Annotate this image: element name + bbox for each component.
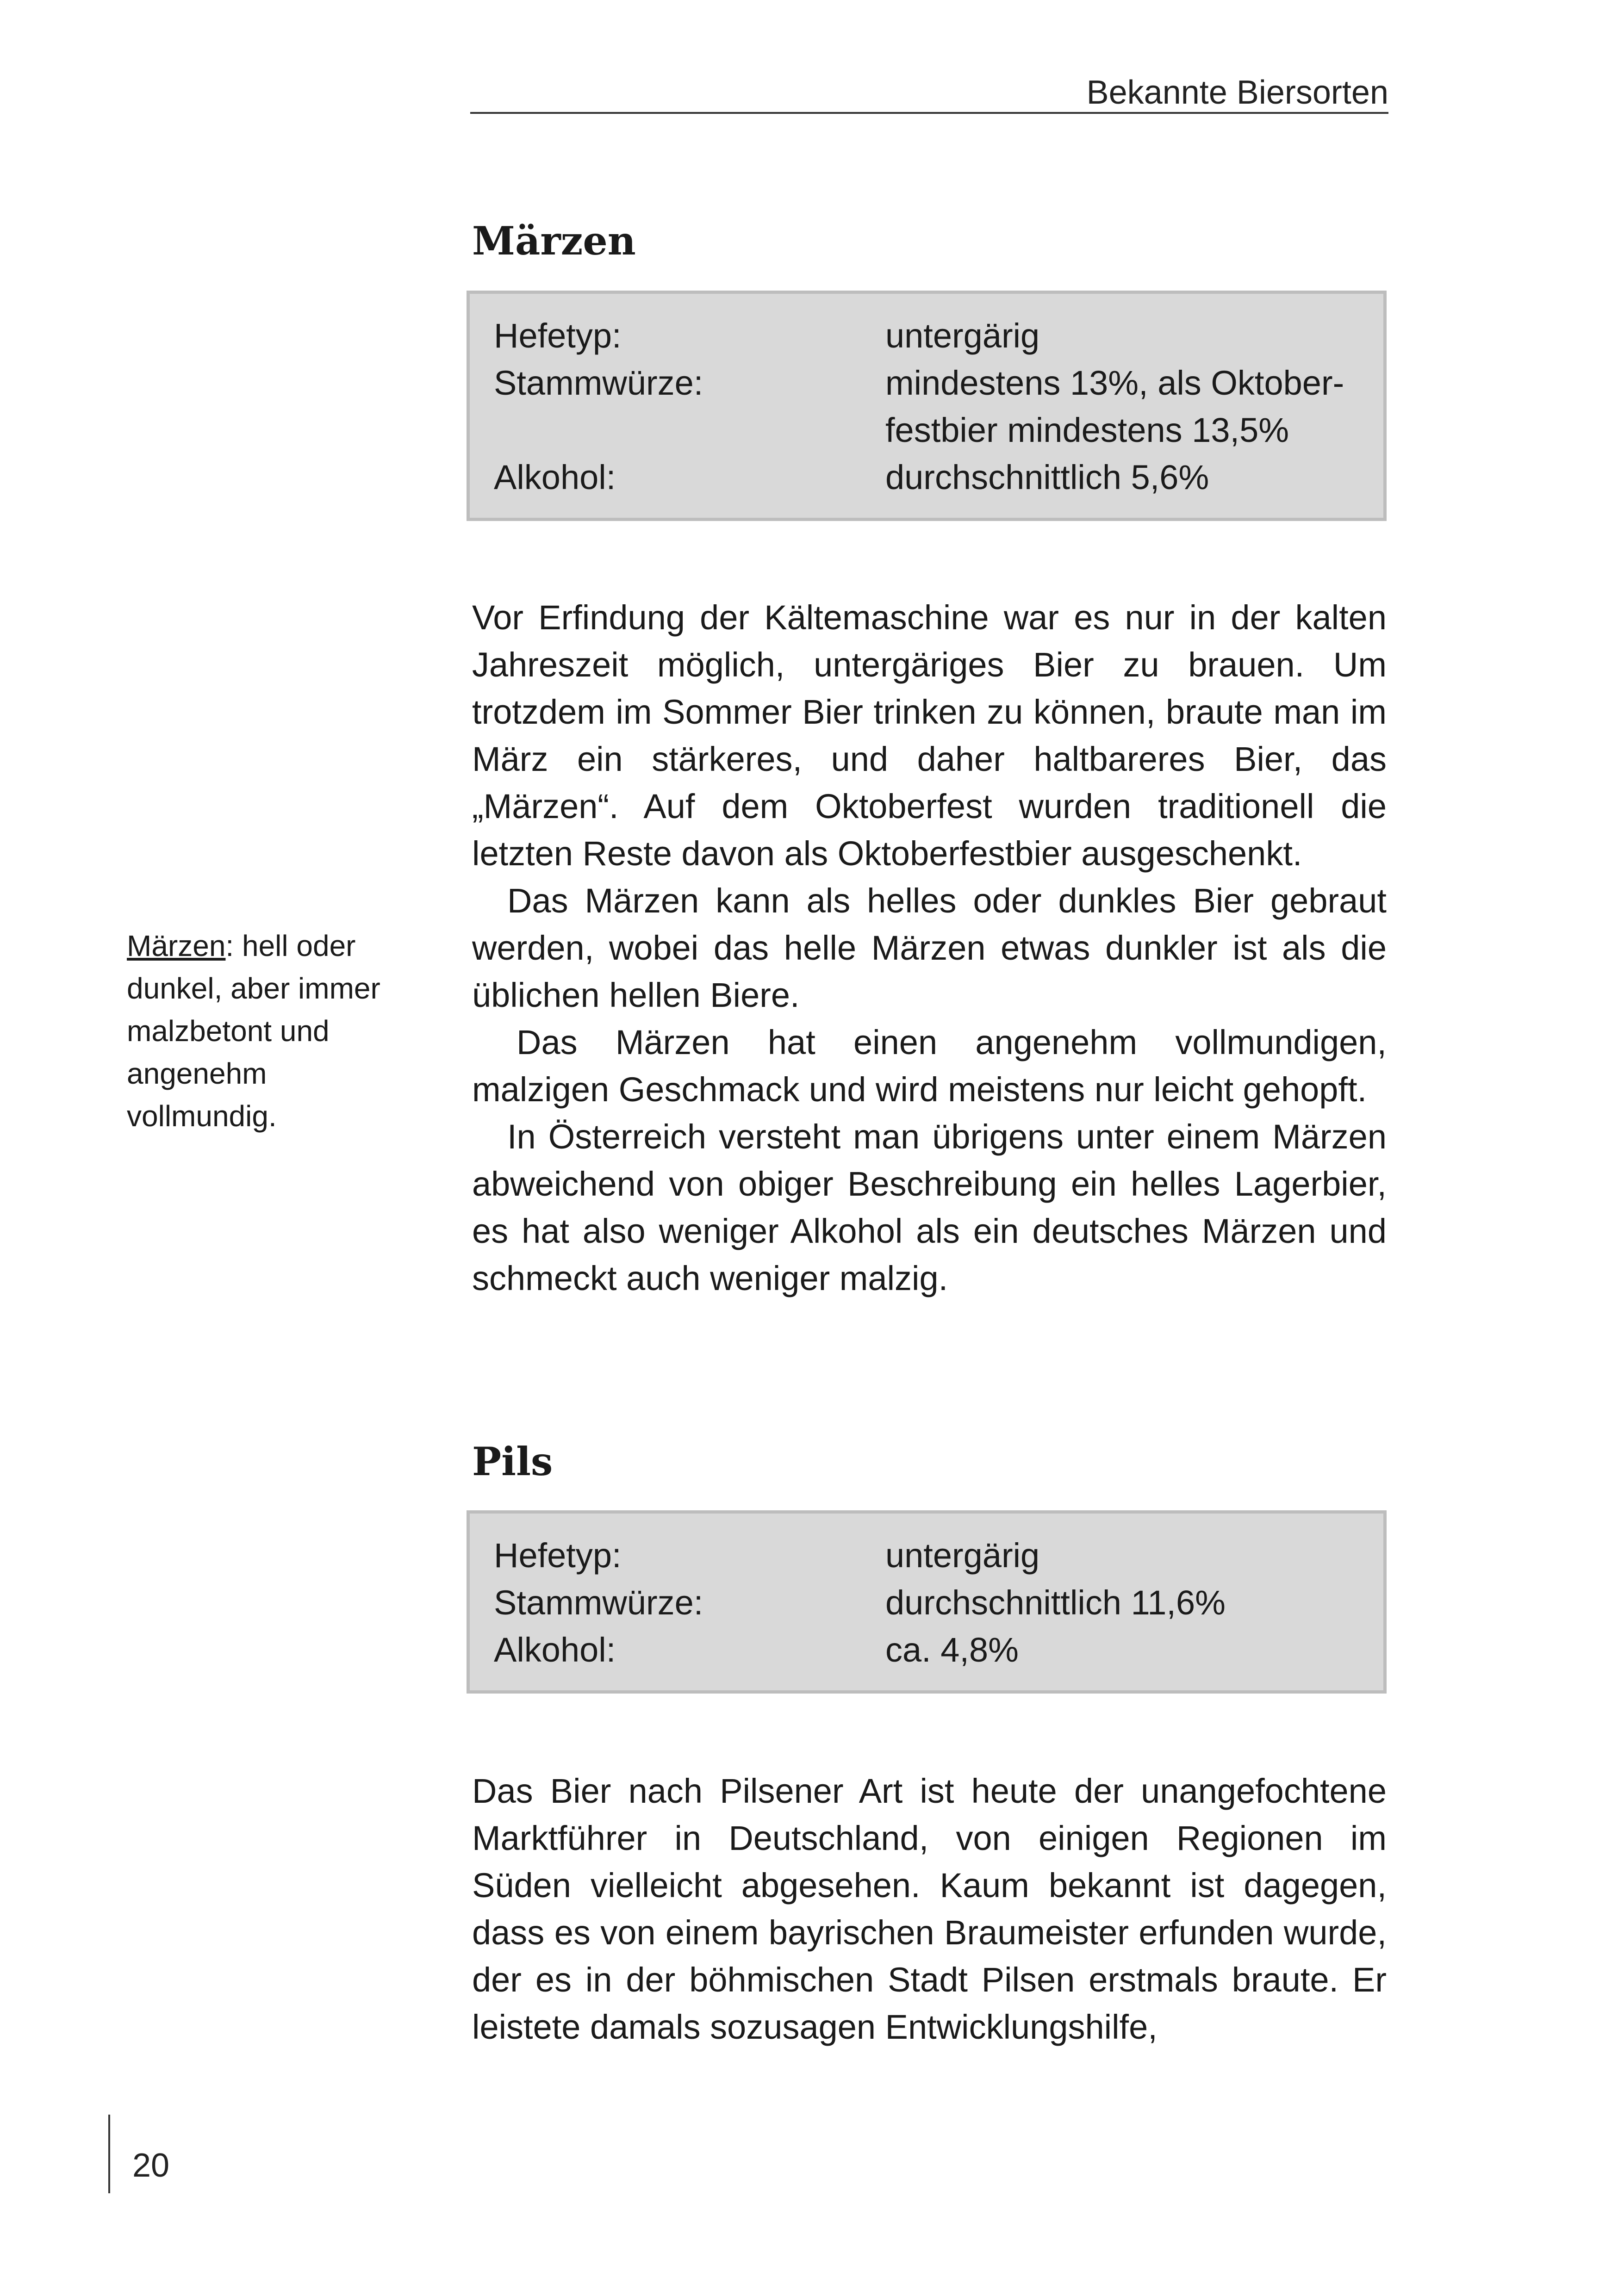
paragraph: Das Märzen kann als helles oder dunkles Bier gebraut werden, wobei das helle Märzen etwas dunkler ist als die üblichen hellen Biere.	[472, 881, 1387, 1014]
info-label: Stammwürze:	[494, 364, 703, 402]
body-text-maerzen	[472, 594, 1387, 1302]
info-label: Alkohol:	[494, 1631, 616, 1669]
info-row	[494, 454, 1383, 501]
info-label: Alkohol:	[494, 458, 616, 496]
info-row	[494, 1626, 1383, 1674]
info-label: Hefetyp:	[494, 1536, 622, 1575]
margin-note	[127, 925, 423, 1137]
paragraph: Das Märzen hat einen angenehm vollmundigen, malzigen Geschmack und wird meistens nur leicht gehopft.	[472, 1023, 1387, 1109]
section-title-pils: Pils	[472, 1439, 553, 1484]
margin-note-term: Märzen	[127, 929, 226, 962]
body-text-pils	[472, 1768, 1387, 2051]
info-value: mindestens 13%, als Oktober-festbier mindestens 13,5%	[885, 364, 1344, 449]
info-row	[494, 1579, 1383, 1626]
info-value: untergärig	[885, 1536, 1040, 1575]
info-label: Hefetyp:	[494, 316, 622, 355]
info-value: ca. 4,8%	[885, 1631, 1019, 1669]
info-box-pils	[467, 1510, 1387, 1694]
paragraph: In Österreich versteht man übrigens unter einem Märzen abweichend von obiger Beschreibung ein helles Lagerbier, es hat also weniger Alkohol als ein deutsches Märzen und schmeckt auch weniger malzig.	[472, 1117, 1387, 1297]
margin-note-text: : hell oder dunkel, aber immer malzbetont und angenehm vollmundig.	[127, 929, 380, 1133]
footer-rule	[108, 2115, 110, 2193]
header-rule	[470, 112, 1388, 114]
info-box-maerzen	[467, 291, 1387, 521]
info-value: durchschnittlich 5,6%	[885, 458, 1209, 496]
page-number: 20	[132, 2147, 170, 2184]
info-row	[494, 1532, 1383, 1579]
header-title: Bekannte Biersorten	[1086, 74, 1388, 111]
info-row	[494, 360, 1383, 454]
paragraph: Das Bier nach Pilsener Art ist heute der unangefochtene Marktführer in Deutschland, von einigen Regionen im Süden vielleicht abgesehen. Kaum bekannt ist dagegen, dass es von einem bayrischen Braumeister erfunden wurde, der es in der böhmischen Stadt Pilsen erstmals braute. Er leistete damals sozusagen Entwicklungshilfe,	[472, 1772, 1387, 2046]
paragraph: Vor Erfindung der Kältemaschine war es nur in der kalten Jahreszeit möglich, untergäriges Bier zu brauen. Um trotzdem im Sommer Bier trinken zu können, braute man im März ein stärkeres, und daher haltbareres Bier, das „Märzen“. Auf dem Oktoberfest wurden traditionell die letzten Reste davon als Oktoberfestbier ausgeschenkt.	[472, 598, 1387, 873]
info-label: Stammwürze:	[494, 1583, 703, 1622]
info-value: untergärig	[885, 316, 1040, 355]
section-title-maerzen: Märzen	[472, 218, 636, 264]
info-value: durchschnittlich 11,6%	[885, 1583, 1226, 1622]
info-row	[494, 312, 1383, 360]
